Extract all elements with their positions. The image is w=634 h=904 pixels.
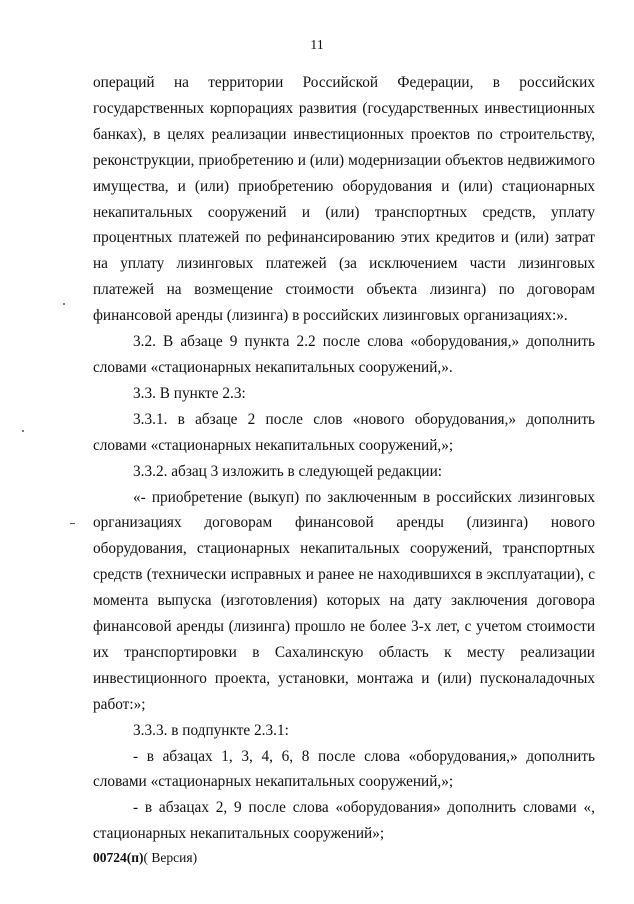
paragraph-item-3-3-1: 3.3.1. в абзаце 2 после слов «нового оборудования,» дополнить словами «стационарных некапитальных сооружений,»; [93, 410, 595, 454]
document-body [93, 70, 595, 847]
paragraph-continuation: операций на территории Российской Федерации, в российских государственных корпорациях развития (государственных инвестиционных банках), в целях реализации инвестиционных проектов по строительству, реконструкции, приобретению и (или) модернизации объектов недвижимого имущества, и (или) приобретению оборудования и (или) стационарных некапитальных сооружений и (или) транспортных средств, уплату процентных платежей по рефинансированию этих кредитов и (или) затрат на уплату лизинговых платежей (за исключением части лизинговых платежей на возмещение стоимости объекта лизинга) по договорам финансовой аренды (лизинга) в российских лизинговых организациях:». [93, 74, 595, 325]
document-footer [93, 850, 197, 866]
paragraph-item-3-3-3: 3.3.3. в подпункте 2.3.1: [133, 721, 289, 739]
document-code: 00724(п) [93, 850, 144, 865]
scan-speck [63, 303, 65, 305]
paragraph-item-3-2: 3.2. В абзаце 9 пункта 2.2 после слова «оборудования,» дополнить словами «стационарных некапитальных сооружений,». [93, 333, 595, 376]
paragraph-sub-2: - в абзацах 2, 9 после слова «оборудования» дополнить словами «, стационарных некапитальных сооружений»; [93, 799, 595, 843]
paragraph-quote-acquisition: «- приобретение (выкуп) по заключенным в российских лизинговых организациях договорам финансовой аренды (лизинга) нового оборудования, стационарных некапитальных сооружений, транспортных средств (технически исправных и ранее не находившихся в эксплуатации), с момента выпуска (изготовления) которых на дату заключения договора финансовой аренды (лизинга) прошло не более 3-х лет, с учетом стоимости их транспортировки в Сахалинскую область к месту реализации инвестиционного проекта, установки, монтажа и (или) пусконаладочных работ:»; [93, 488, 595, 713]
version-label: ( Версия) [143, 850, 198, 865]
paragraph-sub-1: - в абзацах 1, 3, 4, 6, 8 после слова «оборудования,» дополнить словами «стационарных некапитальных сооружений,»; [93, 747, 595, 791]
paragraph-item-3-3: 3.3. В пункте 2.3: [133, 384, 246, 402]
paragraph-item-3-3-2: 3.3.2. абзац 3 изложить в следующей редакции: [133, 462, 443, 480]
scan-speck [70, 523, 75, 524]
page-number: 11 [310, 38, 324, 53]
scan-speck [22, 430, 24, 432]
